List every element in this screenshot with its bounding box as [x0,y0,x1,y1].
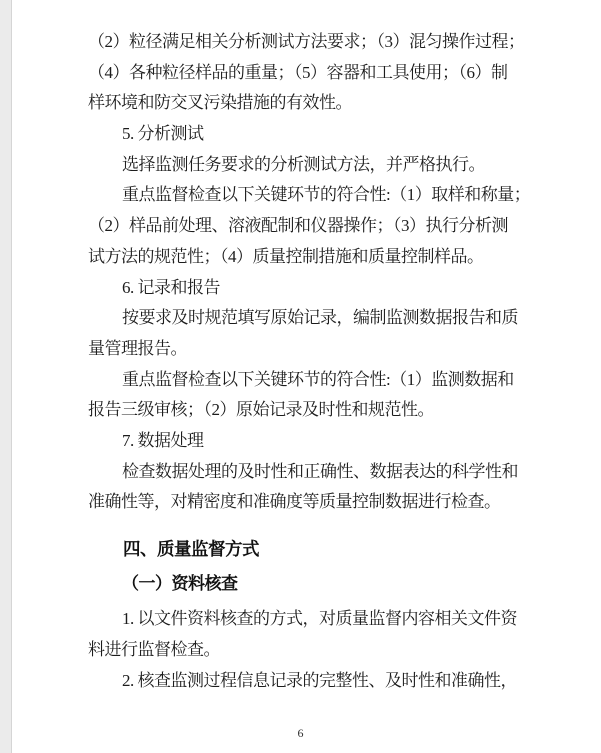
text-line: 试方法的规范性；（4）质量控制措施和质量控制样品。 [88,246,484,266]
text-line: 重点监督检查以下关键环节的符合性:（1）监测数据和 [122,369,514,389]
text-line: 样环境和防交叉污染措施的有效性。 [88,93,352,113]
text-line: 准确性等，对精密度和准确度等质量控制数据进行检查。 [88,492,501,512]
list-item-heading: 5. 分析测试 [122,124,204,144]
text-line: 报告三级审核；（2）原始记录及时性和规范性。 [88,400,434,420]
page-number: 6 [297,726,304,740]
list-item-heading: 6. 记录和报告 [122,277,220,297]
text-line: （2）粒径满足相关分析测试方法要求；（3）混匀操作过程； [88,32,525,51]
text-line: 重点监督检查以下关键环节的符合性:（1）取样和称量； [122,185,531,205]
text-line: 选择监测任务要求的分析测试方法，并严格执行。 [122,154,485,174]
section-heading: 四、质量监督方式 [123,539,259,559]
text-line: （4）各种粒径样品的重量；（5）容器和工具使用；（6）制 [88,62,508,82]
text-line: 量管理报告。 [88,338,187,358]
text-line: 1. 以文件资料核查的方式，对质量监督内容相关文件资 [122,609,517,629]
text-line: 检查数据处理的及时性和正确性、数据表达的科学性和 [122,461,518,481]
text-line: 料进行监督检查。 [88,640,220,660]
text-line: 2. 核查监测过程信息记录的完整性、及时性和准确性， [122,670,517,690]
text-line: 按要求及时规范填写原始记录，编制监测数据报告和质 [122,308,518,328]
subsection-heading: （一）资料核查 [122,573,238,593]
list-item-heading: 7. 数据处理 [122,430,204,450]
text-line: （2）样品前处理、溶液配制和仪器操作；（3）执行分析测 [88,216,508,236]
